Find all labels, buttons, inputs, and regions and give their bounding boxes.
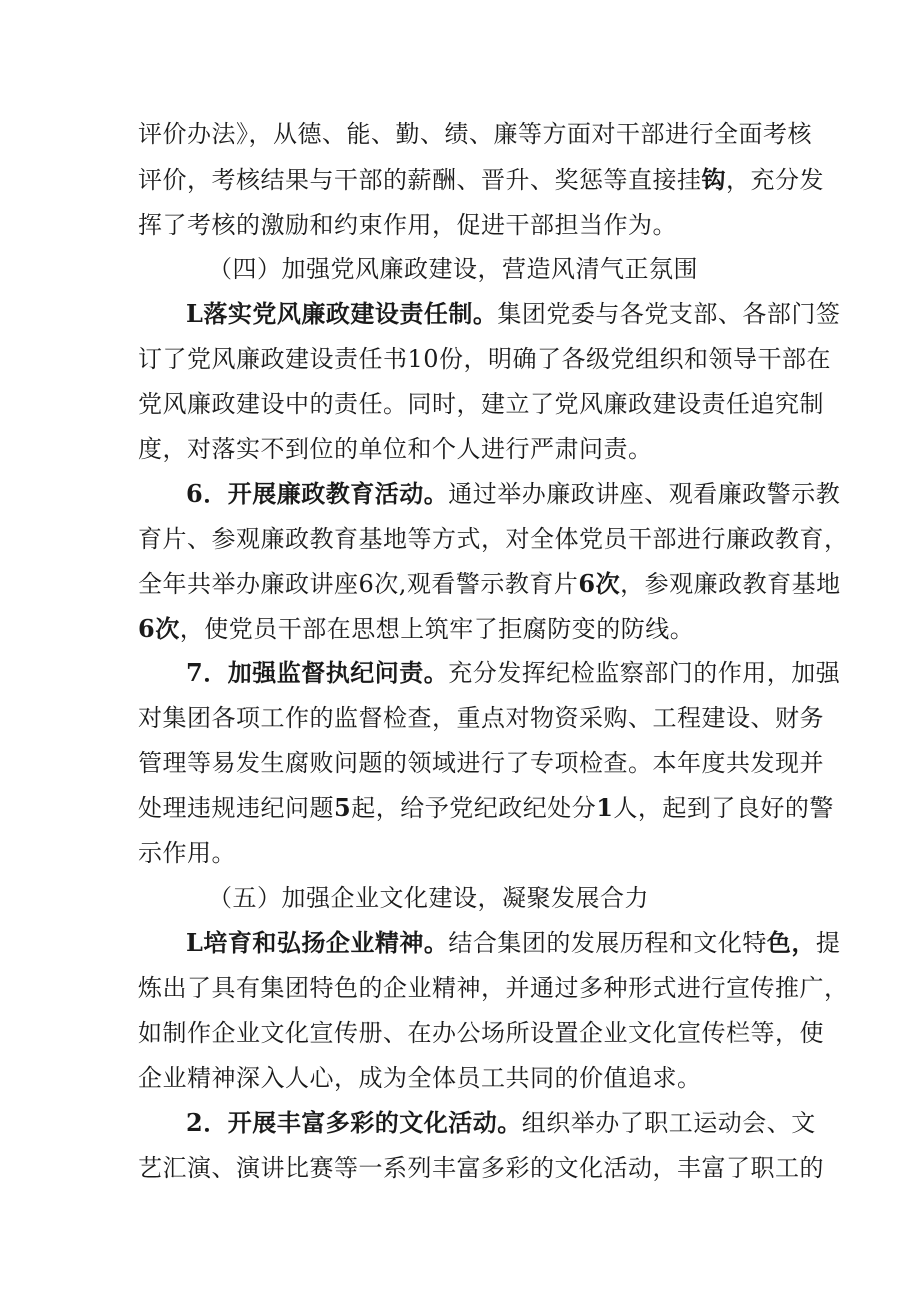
list-item-title: 7．加强监督执纪问责。 — [186, 658, 449, 687]
list-item-title: L培育和弘扬企业精神。 — [186, 928, 449, 957]
paragraph-line: 评价，考核结果与干部的薪酬、晋升、奖惩等直接挂钩，充分发 — [138, 165, 824, 194]
list-item-line: 2．开展丰富多彩的文化活动。组织举办了职工运动会、文 — [186, 1108, 816, 1137]
list-item-line: 炼出了具有集团特色的企业精神，并通过多种形式进行宣传推广， — [138, 974, 849, 1002]
list-item-line: 艺汇演、演讲比赛等一系列丰富多彩的文化活动，丰富了职工的 — [138, 1154, 824, 1182]
list-item-line: 6．开展廉政教育活动。通过举办廉政讲座、观看廉政警示教 — [186, 479, 841, 508]
section-heading: （五）加强企业文化建设，凝聚发展合力 — [208, 884, 649, 912]
list-item-title: L落实党风廉政建设责任制。 — [186, 299, 498, 328]
list-item-line: L培育和弘扬企业精神。结合集团的发展历程和文化特色，提 — [186, 928, 841, 957]
list-item-title: 6．开展廉政教育活动。 — [186, 479, 449, 508]
list-item-title: 2．开展丰富多彩的文化活动。 — [186, 1108, 522, 1137]
list-item-line: L落实党风廉政建设责任制。集团党委与各党支部、各部门签 — [186, 299, 841, 328]
list-item-line: 管理等易发生腐败问题的领域进行了专项检查。本年度共发现并 — [138, 749, 824, 777]
list-item-line: 对集团各项工作的监督检查，重点对物资采购、工程建设、财务 — [138, 704, 824, 732]
list-item-line: 企业精神深入人心，成为全体员工共同的价值追求。 — [138, 1064, 702, 1092]
paragraph-line: 挥了考核的激励和约束作用，促进干部担当作为。 — [138, 211, 677, 239]
list-item-line: 如制作企业文化宣传册、在办公场所设置企业文化宣传栏等，使 — [138, 1019, 824, 1047]
list-item-line: 6次，使党员干部在思想上筑牢了拒腐防变的防线。 — [138, 614, 695, 643]
list-item-line: 7．加强监督执纪问责。充分发挥纪检监察部门的作用，加强 — [186, 658, 841, 687]
section-heading: （四）加强党风廉政建设，营造风清气正氛围 — [208, 255, 698, 283]
list-item-line: 度，对落实不到位的单位和个人进行严肃问责。 — [138, 435, 653, 463]
paragraph-line: 评价办法》，从德、能、勤、绩、廉等方面对干部进行全面考核 — [138, 120, 812, 148]
list-item-line: 示作用。 — [138, 839, 236, 867]
list-item-line: 党风廉政建设中的责任。同时，建立了党风廉政建设责任追究制 — [138, 390, 824, 418]
list-item-line: 订了党风廉政建设责任书10份，明确了各级党组织和领导干部在 — [138, 345, 832, 373]
list-item-line: 全年共举办廉政讲座6次,观看警示教育片6次，参观廉政教育基地 — [138, 569, 841, 598]
list-item-line: 处理违规违纪问题5起，给予党纪政纪处分1人，起到了良好的警 — [138, 793, 834, 822]
list-item-line: 育片、参观廉政教育基地等方式，对全体党员干部进行廉政教育， — [138, 525, 849, 553]
